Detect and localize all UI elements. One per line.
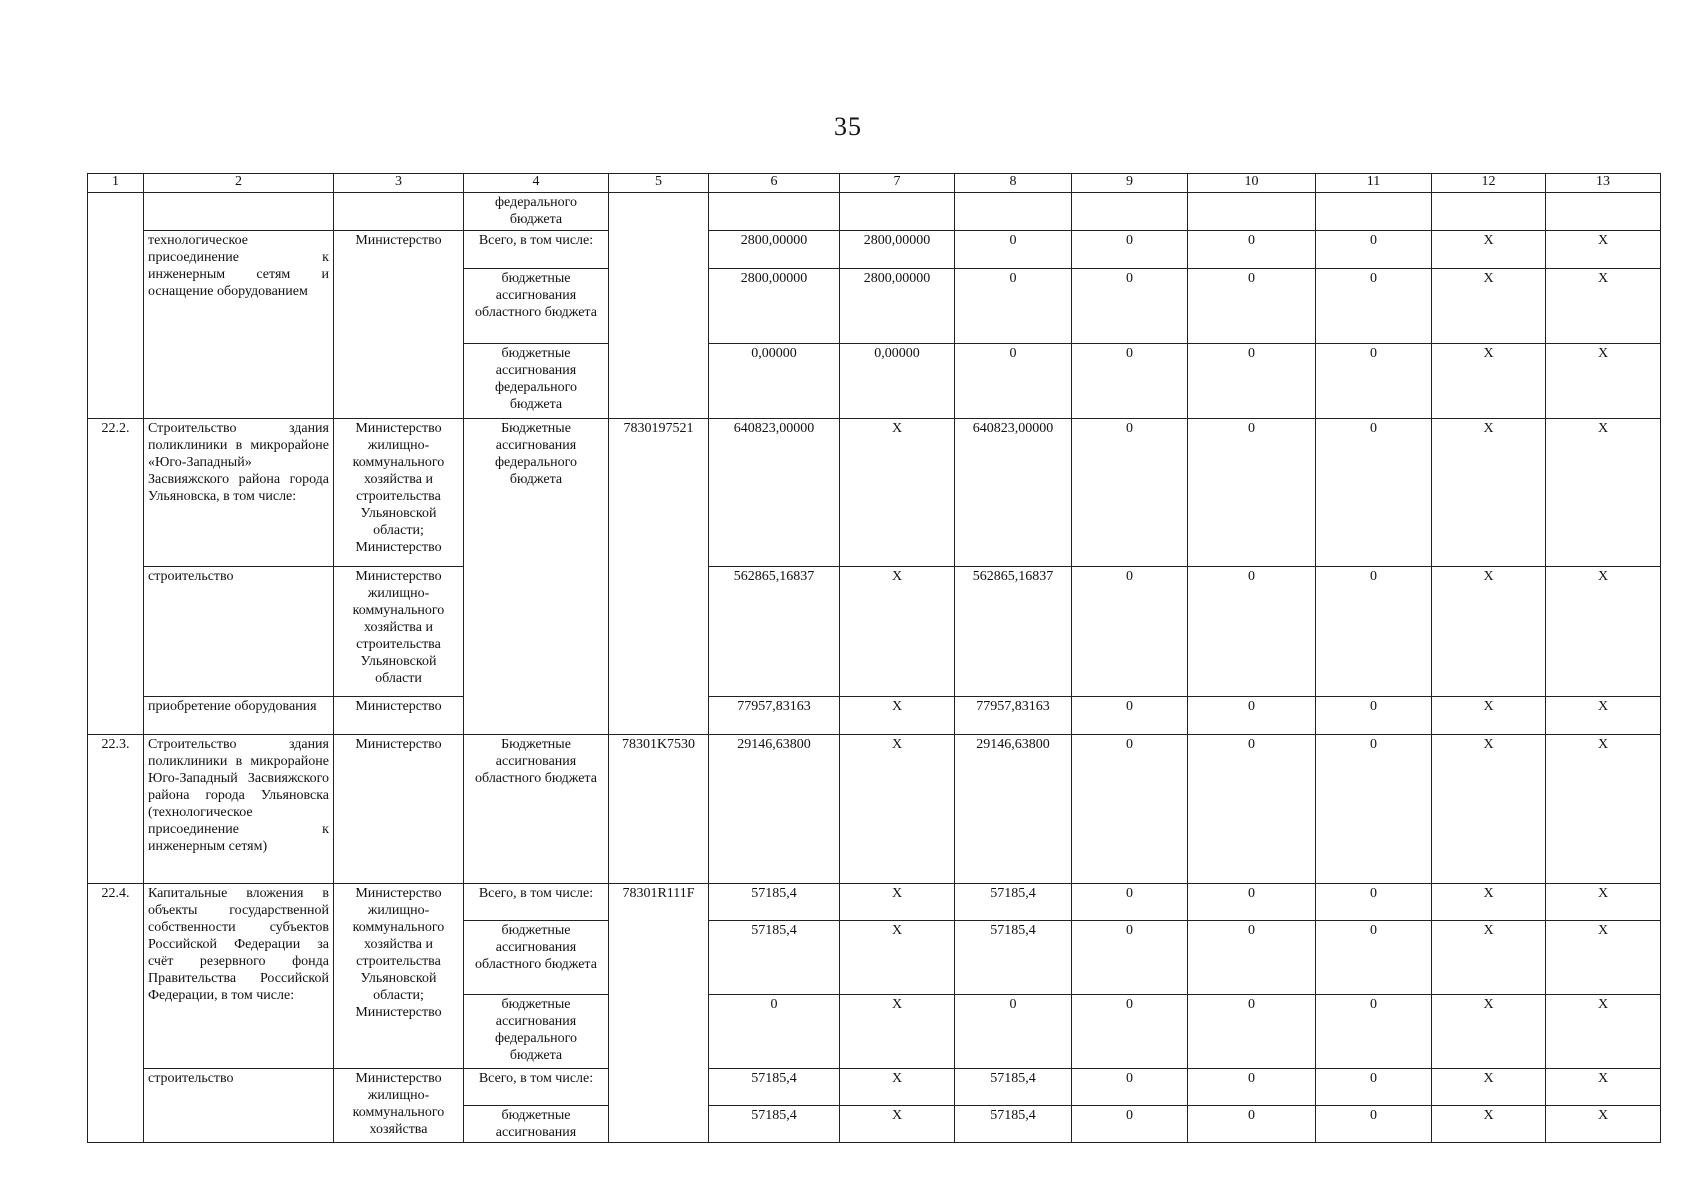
value-cell: 0 (1072, 269, 1188, 344)
value-cell: X (1432, 344, 1546, 419)
column-header: 10 (1188, 174, 1316, 193)
column-header: 6 (709, 174, 840, 193)
index-cell (88, 193, 144, 419)
column-header: 4 (464, 174, 609, 193)
value-cell: 640823,00000 (709, 419, 840, 567)
value-cell: 0 (1072, 921, 1188, 995)
value-cell: 0 (709, 995, 840, 1069)
value-cell: X (1546, 231, 1661, 269)
value-cell: 0 (1316, 921, 1432, 995)
code-cell: 78301K7530 (609, 735, 709, 884)
value-cell: 0 (1072, 697, 1188, 735)
value-cell: 0 (1072, 884, 1188, 921)
code-cell: 78301R111F (609, 884, 709, 1143)
value-cell: X (840, 995, 955, 1069)
source-cell: федерального бюджета (464, 193, 609, 231)
value-cell: X (1432, 995, 1546, 1069)
value-cell: 0 (1188, 567, 1316, 697)
value-cell: 562865,16837 (955, 567, 1072, 697)
value-cell: 0 (1072, 995, 1188, 1069)
index-cell: 22.3. (88, 735, 144, 884)
column-header: 3 (334, 174, 464, 193)
value-cell (1316, 193, 1432, 231)
value-cell: 0 (1316, 1069, 1432, 1106)
value-cell: X (1432, 921, 1546, 995)
value-cell: X (840, 884, 955, 921)
value-cell: 0 (955, 269, 1072, 344)
value-cell: 57185,4 (709, 1069, 840, 1106)
value-cell: 2800,00000 (709, 269, 840, 344)
value-cell: 0 (1072, 231, 1188, 269)
value-cell: X (1546, 1069, 1661, 1106)
value-cell: 0 (1188, 697, 1316, 735)
column-header: 2 (144, 174, 334, 193)
name-cell: технологическое присоединение к инженерным сетям и оснащение оборудованием (144, 231, 334, 419)
value-cell: 0 (1316, 995, 1432, 1069)
value-cell: 0 (1188, 884, 1316, 921)
value-cell: 0 (955, 995, 1072, 1069)
value-cell: 57185,4 (709, 884, 840, 921)
value-cell: 0 (1316, 269, 1432, 344)
value-cell: 57185,4 (955, 1069, 1072, 1106)
value-cell: 0 (955, 231, 1072, 269)
value-cell: 2800,00000 (840, 269, 955, 344)
value-cell: 0 (1316, 231, 1432, 269)
ministry-cell: Министерство (334, 697, 464, 735)
source-cell: бюджетные ассигнования областного бюджета (464, 921, 609, 995)
value-cell: 57185,4 (955, 884, 1072, 921)
value-cell: 0 (1188, 995, 1316, 1069)
value-cell: X (1432, 735, 1546, 884)
table-row (88, 193, 1661, 231)
table-row (88, 567, 1661, 697)
value-cell: X (1432, 269, 1546, 344)
code-cell (609, 193, 709, 419)
ministry-cell: Министерство жилищно-коммунального хозяйства и строительства Ульяновской области; Министерство (334, 419, 464, 567)
value-cell: 57185,4 (709, 921, 840, 995)
value-cell: X (1546, 419, 1661, 567)
value-cell: X (840, 419, 955, 567)
value-cell: 0 (1316, 344, 1432, 419)
value-cell (1432, 193, 1546, 231)
header-row (88, 174, 1661, 193)
value-cell: 0 (1316, 884, 1432, 921)
value-cell (1072, 193, 1188, 231)
value-cell: X (840, 567, 955, 697)
value-cell: 0 (1316, 1106, 1432, 1143)
value-cell: X (1546, 697, 1661, 735)
table-row (88, 1069, 1661, 1106)
column-header: 9 (1072, 174, 1188, 193)
value-cell: X (840, 697, 955, 735)
value-cell: 0 (1188, 735, 1316, 884)
table-row (88, 231, 1661, 269)
table-row (88, 735, 1661, 884)
value-cell: X (1432, 697, 1546, 735)
value-cell: 0,00000 (709, 344, 840, 419)
source-cell: бюджетные ассигнования федерального бюджета (464, 995, 609, 1069)
name-cell (144, 193, 334, 231)
value-cell: X (1432, 1069, 1546, 1106)
value-cell: 2800,00000 (840, 231, 955, 269)
value-cell: X (840, 1069, 955, 1106)
value-cell: X (840, 921, 955, 995)
column-header: 8 (955, 174, 1072, 193)
table-row (88, 884, 1661, 921)
column-header: 12 (1432, 174, 1546, 193)
value-cell: 29146,63800 (709, 735, 840, 884)
value-cell: X (1546, 344, 1661, 419)
value-cell: 77957,83163 (709, 697, 840, 735)
value-cell: 0 (1188, 231, 1316, 269)
table-row (88, 419, 1661, 567)
value-cell: X (840, 1106, 955, 1143)
column-header: 1 (88, 174, 144, 193)
value-cell: X (1432, 231, 1546, 269)
name-cell: приобретение оборудования (144, 697, 334, 735)
value-cell: X (1546, 269, 1661, 344)
value-cell: 0 (1072, 419, 1188, 567)
value-cell: 77957,83163 (955, 697, 1072, 735)
value-cell: X (1432, 567, 1546, 697)
name-cell: строительство (144, 567, 334, 697)
value-cell: X (1546, 995, 1661, 1069)
value-cell (840, 193, 955, 231)
value-cell: 2800,00000 (709, 231, 840, 269)
value-cell: X (1546, 567, 1661, 697)
source-cell: бюджетные ассигнования федерального бюджета (464, 344, 609, 419)
name-cell: Строительство здания поликлиники в микрорайоне Юго-Западный Засвияжского района города Ульяновска (технологическое присоединение к инженерным сетям) (144, 735, 334, 884)
index-cell: 22.4. (88, 884, 144, 1143)
source-cell: Всего, в том числе: (464, 1069, 609, 1106)
value-cell: 0 (1316, 697, 1432, 735)
column-header: 5 (609, 174, 709, 193)
code-cell: 7830197521 (609, 419, 709, 735)
value-cell: X (1432, 1106, 1546, 1143)
name-cell: Строительство здания поликлиники в микрорайоне «Юго-Западный» Засвияжского района города Ульяновска, в том числе: (144, 419, 334, 567)
name-cell: строительство (144, 1069, 334, 1143)
value-cell: X (1432, 884, 1546, 921)
value-cell: 0 (1072, 735, 1188, 884)
ministry-cell: Министерство жилищно-коммунального хозяйства и строительства Ульяновской области; Министерство (334, 884, 464, 1069)
column-header: 11 (1316, 174, 1432, 193)
value-cell: X (840, 735, 955, 884)
value-cell: 0 (955, 344, 1072, 419)
value-cell: 0 (1072, 567, 1188, 697)
value-cell: 0,00000 (840, 344, 955, 419)
ministry-cell: Министерство (334, 735, 464, 884)
value-cell: 57185,4 (955, 1106, 1072, 1143)
value-cell (955, 193, 1072, 231)
value-cell: 0 (1072, 344, 1188, 419)
value-cell: 0 (1188, 1106, 1316, 1143)
budget-table (87, 173, 1661, 1143)
page-number: 35 (834, 112, 862, 141)
source-cell: бюджетные ассигнования областного бюджета (464, 269, 609, 344)
source-cell: бюджетные ассигнования (464, 1106, 609, 1143)
value-cell: 0 (1188, 269, 1316, 344)
value-cell: 0 (1316, 567, 1432, 697)
value-cell: X (1432, 419, 1546, 567)
value-cell: 562865,16837 (709, 567, 840, 697)
value-cell: 0 (1188, 1069, 1316, 1106)
value-cell: X (1546, 921, 1661, 995)
column-header: 7 (840, 174, 955, 193)
source-cell: Всего, в том числе: (464, 231, 609, 269)
ministry-cell: Министерство (334, 231, 464, 419)
value-cell: 0 (1188, 419, 1316, 567)
column-header: 13 (1546, 174, 1661, 193)
value-cell (1546, 193, 1661, 231)
index-cell: 22.2. (88, 419, 144, 735)
table-row (88, 697, 1661, 735)
value-cell: 0 (1072, 1106, 1188, 1143)
source-cell: Всего, в том числе: (464, 884, 609, 921)
value-cell: 0 (1316, 735, 1432, 884)
value-cell (709, 193, 840, 231)
value-cell: X (1546, 1106, 1661, 1143)
source-cell: Бюджетные ассигнования областного бюджета (464, 735, 609, 884)
ministry-cell: Министерство жилищно-коммунального хозяйства и строительства Ульяновской области (334, 567, 464, 697)
value-cell: 29146,63800 (955, 735, 1072, 884)
value-cell: 57185,4 (709, 1106, 840, 1143)
name-cell: Капитальные вложения в объекты государственной собственности субъектов Российской Федерации за счёт резервного фонда Правительства Российской Федерации, в том числе: (144, 884, 334, 1069)
value-cell: 57185,4 (955, 921, 1072, 995)
value-cell: 0 (1188, 921, 1316, 995)
ministry-cell (334, 193, 464, 231)
value-cell: 0 (1188, 344, 1316, 419)
source-cell: Бюджетные ассигнования федерального бюджета (464, 419, 609, 735)
value-cell: 640823,00000 (955, 419, 1072, 567)
value-cell (1188, 193, 1316, 231)
value-cell: 0 (1316, 419, 1432, 567)
value-cell: 0 (1072, 1069, 1188, 1106)
value-cell: X (1546, 735, 1661, 884)
value-cell: X (1546, 884, 1661, 921)
ministry-cell: Министерство жилищно-коммунального хозяйства (334, 1069, 464, 1143)
